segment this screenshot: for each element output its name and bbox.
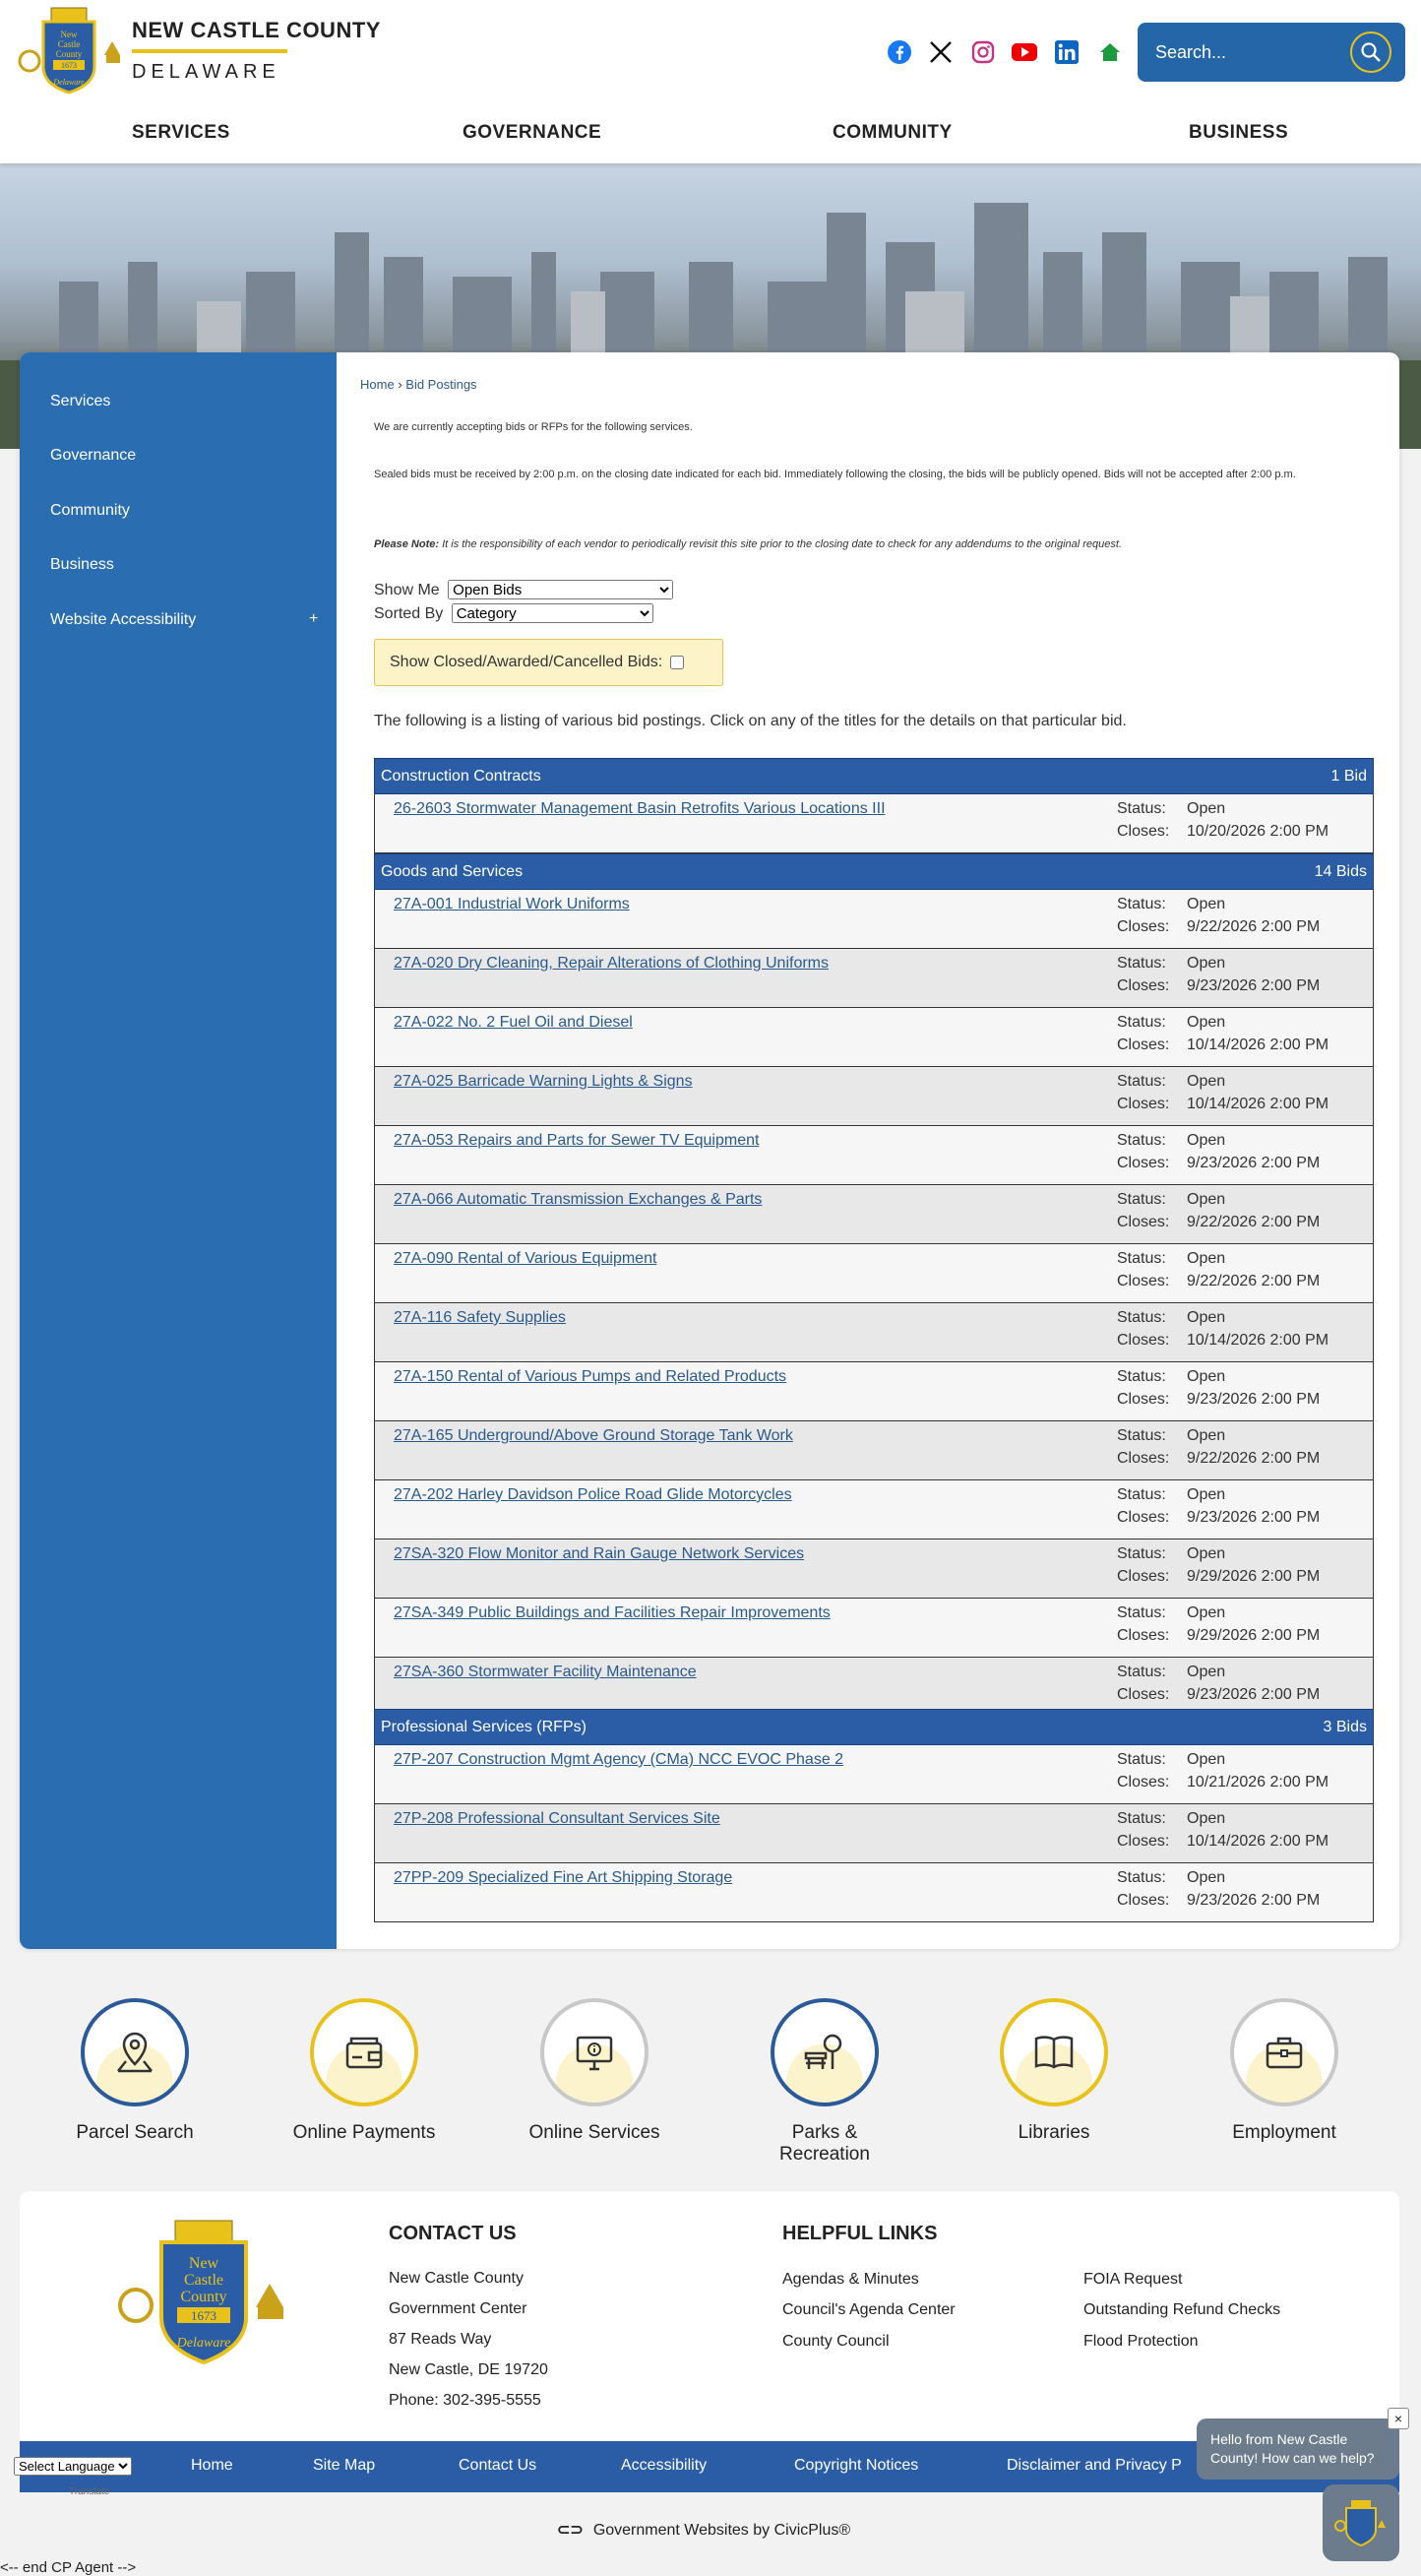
sidebar-item-website-accessibility[interactable]: Website Accessibility [50,611,197,628]
contact-heading: CONTACT US [389,2223,517,2244]
status-label: Status: [1117,1486,1166,1503]
svg-text:Castle: Castle [184,2272,223,2289]
youtube-icon[interactable] [1010,37,1039,67]
svg-text:New: New [188,2255,219,2272]
bid-title-link[interactable]: 26-2603 Stormwater Management Basin Retrofits Various Locations III [394,800,886,817]
footer-link-flood-protection[interactable]: Flood Protection [1083,2333,1199,2350]
bid-row [374,1804,1374,1863]
listing-intro: The following is a listing of various bid postings. Click on any of the titles for the details on that particular bid. [374,713,1127,729]
status-label: Status: [1117,896,1166,912]
wallet-icon [340,2028,389,2077]
search-button[interactable] [1350,31,1391,73]
closes-value: 9/23/2026 2:00 PM [1187,977,1321,994]
status-value: Open [1187,1309,1226,1326]
status-value: Open [1187,1869,1226,1886]
sorted-by-select[interactable] [452,603,653,623]
quick-link-label: Parcel Search [76,2122,194,2143]
status-value: Open [1187,1073,1226,1090]
footer-link-foia[interactable]: FOIA Request [1083,2271,1183,2288]
bid-title-link[interactable]: 27A-090 Rental of Various Equipment [394,1250,657,1267]
bid-row [374,1126,1374,1185]
status-label: Status: [1117,1191,1166,1208]
svg-text:New: New [60,30,78,39]
bid-row [374,1480,1374,1539]
status-label: Status: [1117,1751,1166,1768]
svg-text:County: County [55,49,83,59]
quick-link-label: Libraries [1018,2122,1090,2143]
closes-label: Closes: [1117,1686,1170,1703]
status-label: Status: [1117,1309,1166,1326]
phone-link[interactable]: 302-395-5555 [443,2392,541,2409]
breadcrumb-bid-postings[interactable]: Bid Postings [405,377,477,392]
nav-services[interactable]: SERVICES [132,122,230,143]
bid-title-link[interactable]: 27A-116 Safety Supplies [394,1309,566,1326]
quick-link-employment[interactable] [1205,1998,1363,2144]
government-websites-credit [557,2520,850,2540]
search-box [1138,23,1405,82]
closes-value: 10/20/2026 2:00 PM [1187,823,1329,840]
main-content-card [20,352,1399,1949]
status-label: Status: [1117,1427,1166,1444]
bid-title-link[interactable]: 27A-020 Dry Cleaning, Repair Alterations of Clothing Uniforms [394,955,829,972]
closes-value: 10/14/2026 2:00 PM [1187,1096,1329,1112]
note-body: It is the responsibility of each vendor to periodically revisit this site prior to the closing date to check for any addendums to the original request. [439,538,1123,550]
bid-row [374,1539,1374,1599]
show-me-label: Show Me [374,582,440,598]
park-bench-icon [800,2028,849,2077]
bid-title-link[interactable]: 27A-001 Industrial Work Uniforms [394,896,630,912]
quick-link-label: Parks & Recreation [779,2122,870,2165]
closes-value: 10/14/2026 2:00 PM [1187,1833,1329,1850]
footer-link-county-council[interactable]: County Council [782,2333,890,2350]
closes-value: 9/23/2026 2:00 PM [1187,1686,1321,1703]
instagram-icon[interactable] [968,37,998,67]
status-label: Status: [1117,1545,1166,1562]
sorted-by-label: Sorted By [374,605,444,622]
closes-label: Closes: [1117,1214,1170,1230]
quick-link-parcel-search[interactable] [56,1998,214,2144]
show-closed-label: Show Closed/Awarded/Cancelled Bids: [390,654,663,670]
footer-link-agendas[interactable]: Agendas & Minutes [782,2271,919,2288]
closes-value: 9/22/2026 2:00 PM [1187,1273,1321,1289]
status-value: Open [1187,800,1226,817]
closes-label: Closes: [1117,823,1170,840]
bid-row [374,794,1374,853]
status-value: Open [1187,1368,1226,1385]
sidebar-item-community[interactable]: Community [50,502,130,519]
status-value: Open [1187,1810,1226,1827]
bid-title-link[interactable]: 27A-025 Barricade Warning Lights & Signs [394,1073,693,1090]
closes-value: 9/23/2026 2:00 PM [1187,1155,1321,1171]
status-label: Status: [1117,955,1166,972]
translate-label: Translate [69,2486,110,2497]
closes-label: Closes: [1117,1037,1170,1053]
bid-row [374,890,1374,949]
bid-title-link[interactable]: 27A-150 Rental of Various Pumps and Related Products [394,1368,787,1385]
footer-link-council-agenda[interactable]: Council's Agenda Center [782,2301,956,2318]
closes-value: 9/29/2026 2:00 PM [1187,1568,1321,1585]
status-label: Status: [1117,1368,1166,1385]
intro-text-1: We are currently accepting bids or RFPs for the following services. [374,421,693,433]
status-label: Status: [1117,1869,1166,1886]
bottom-link-site-map[interactable]: Site Map [313,2457,376,2474]
bid-row [374,949,1374,1008]
briefcase-icon [1260,2028,1309,2077]
search-input[interactable] [1155,38,1342,66]
closes-label: Closes: [1117,1509,1170,1526]
bid-row [374,1745,1374,1804]
closes-value: 9/22/2026 2:00 PM [1187,918,1321,935]
bid-title-link[interactable]: 27P-208 Professional Consultant Services Site [394,1810,720,1827]
bid-title-link[interactable]: 27A-066 Automatic Transmission Exchanges & Parts [394,1191,763,1208]
status-label: Status: [1117,1132,1166,1149]
bid-title-link[interactable]: 27SA-349 Public Buildings and Facilities Repair Improvements [394,1604,831,1621]
linkedin-icon[interactable] [1052,37,1081,67]
closes-value: 9/23/2026 2:00 PM [1187,1509,1321,1526]
status-value: Open [1187,1427,1226,1444]
bid-title-link[interactable]: 27A-165 Underground/Above Ground Storage Tank Work [394,1427,793,1444]
quick-link-libraries[interactable] [975,1998,1133,2144]
status-value: Open [1187,1486,1226,1503]
phone-label: Phone: [389,2392,444,2409]
category-name: Goods and Services [381,862,524,880]
status-value: Open [1187,955,1226,972]
category-header-construction [374,758,1374,794]
bottom-link-disclaimer[interactable]: Disclaimer and Privacy P [1007,2457,1182,2474]
svg-text:Delaware: Delaware [53,78,85,87]
status-label: Status: [1117,1604,1166,1621]
sorted-by-row [374,603,653,623]
status-value: Open [1187,1664,1226,1680]
closes-label: Closes: [1117,1391,1170,1408]
category-header-professional-services [374,1709,1374,1745]
nav-community[interactable]: COMMUNITY [833,122,953,143]
intro-text-2: Sealed bids must be received by 2:00 p.m. on the closing date indicated for each bid. Immediately following the closing, the bids will be publicly opened. Bids will not be accepted after 2:00 p.m. [374,469,1296,480]
closes-value: 10/14/2026 2:00 PM [1187,1037,1329,1053]
note-text [374,533,1358,556]
status-value: Open [1187,1191,1226,1208]
status-label: Status: [1117,1250,1166,1267]
status-value: Open [1187,1604,1226,1621]
footer-link-refund-checks[interactable]: Outstanding Refund Checks [1083,2301,1281,2318]
bid-title-link[interactable]: 27A-022 No. 2 Fuel Oil and Diesel [394,1014,633,1031]
status-label: Status: [1117,1014,1166,1031]
category-count: 14 Bids [1314,862,1367,880]
sidebar [20,352,337,1949]
svg-text:County: County [180,2289,227,2305]
closes-label: Closes: [1117,1774,1170,1791]
bid-title-link[interactable]: 27A-053 Repairs and Parts for Sewer TV Equipment [394,1132,760,1149]
svg-text:1673: 1673 [61,61,77,70]
nextdoor-icon[interactable] [1095,37,1125,67]
logo-rule [132,49,287,53]
footer-card [20,2191,1399,2447]
closes-label: Closes: [1117,1096,1170,1112]
chat-greeting-bubble[interactable]: Hello from New Castle County! How can we help? [1197,2419,1399,2480]
bid-title-link[interactable]: 27SA-320 Flow Monitor and Rain Gauge Network Services [394,1545,805,1562]
chat-seal-avatar-icon [1334,2496,1388,2549]
note-label: Please Note: [374,538,440,550]
show-closed-box [374,639,723,686]
show-me-row [374,580,673,599]
content-area [337,352,1399,1949]
bid-row [374,1008,1374,1067]
category-header-goods-services [374,853,1374,890]
x-icon[interactable] [926,37,956,67]
quick-link-label: Online Services [528,2122,660,2143]
closes-label: Closes: [1117,1833,1170,1850]
breadcrumb-home[interactable]: Home [360,377,395,392]
closes-label: Closes: [1117,1332,1170,1349]
state-name[interactable]: DELAWARE [132,61,280,83]
status-label: Status: [1117,800,1166,817]
bid-row [374,1599,1374,1658]
svg-text:Delaware: Delaware [176,2336,231,2351]
closes-label: Closes: [1117,1568,1170,1585]
quick-link-label: Employment [1232,2122,1336,2143]
status-value: Open [1187,1132,1226,1149]
closes-label: Closes: [1117,977,1170,994]
bid-row [374,1863,1374,1922]
category-count: 1 Bid [1330,767,1367,785]
status-value: Open [1187,1014,1226,1031]
map-pin-icon [110,2028,159,2077]
book-icon [1029,2028,1079,2077]
closes-label: Closes: [1117,1155,1170,1171]
sidebar-item-services[interactable]: Services [50,393,111,409]
closes-value: 9/23/2026 2:00 PM [1187,1391,1321,1408]
closes-label: Closes: [1117,918,1170,935]
closes-label: Closes: [1117,1892,1170,1909]
civicplus-icon: ⊂⊃ [557,2522,584,2539]
status-label: Status: [1117,1810,1166,1827]
chat-agent-button[interactable] [1323,2484,1399,2561]
quick-link-parks-recreation[interactable] [746,1998,903,2166]
bid-row [374,1362,1374,1421]
bottom-link-home[interactable]: Home [191,2457,233,2474]
status-value: Open [1187,1545,1226,1562]
sidebar-item-business[interactable]: Business [50,556,114,573]
closes-label: Closes: [1117,1273,1170,1289]
bottom-link-contact-us[interactable]: Contact Us [459,2457,537,2474]
status-value: Open [1187,896,1226,912]
footer-county-seal-logo[interactable] [110,2217,297,2370]
bid-title-link[interactable]: 27P-207 Construction Mgmt Agency (CMa) NCC EVOC Phase 2 [394,1751,844,1768]
bid-title-link[interactable]: 27SA-360 Stormwater Facility Maintenance [394,1664,697,1680]
svg-text:1673: 1673 [191,2308,216,2323]
bottom-link-accessibility[interactable]: Accessibility [621,2457,708,2474]
bid-row [374,1244,1374,1303]
bid-title-link[interactable]: 27PP-209 Specialized Fine Art Shipping Storage [394,1869,733,1886]
contact-line: New Castle, DE 19720 [389,2361,548,2378]
end-comment-text: <-- end CP Agent --> [0,2559,137,2576]
bottom-link-copyright[interactable]: Copyright Notices [794,2457,919,2474]
computer-info-icon [570,2028,619,2077]
chat-close-button[interactable]: × [1388,2408,1409,2429]
category-name: Construction Contracts [381,767,541,785]
closes-value: 10/21/2026 2:00 PM [1187,1774,1329,1791]
nav-governance[interactable]: GOVERNANCE [463,122,602,143]
bid-row [374,1067,1374,1126]
show-me-select[interactable] [448,580,673,599]
sidebar-item-governance[interactable]: Governance [50,447,137,464]
nav-business[interactable]: BUSINESS [1189,122,1289,143]
quick-link-online-services[interactable] [516,1998,673,2144]
contact-phone-line [389,2385,548,2416]
show-closed-checkbox[interactable] [670,656,684,669]
search-icon [1360,41,1382,63]
svg-text:Castle: Castle [57,39,81,49]
contact-line: 87 Reads Way [389,2331,492,2348]
expand-plus-icon[interactable]: + [309,610,319,627]
category-name: Professional Services (RFPs) [381,1718,587,1735]
closes-value: 9/22/2026 2:00 PM [1187,1214,1321,1230]
closes-label: Closes: [1117,1627,1170,1644]
status-label: Status: [1117,1073,1166,1090]
helpful-links-heading: HELPFUL LINKS [782,2223,938,2244]
civicplus-link[interactable]: CivicPlus® [773,2522,851,2539]
bid-row [374,1303,1374,1362]
org-name[interactable]: NEW CASTLE COUNTY [132,18,381,42]
quick-link-label: Online Payments [292,2122,436,2143]
closes-value: 10/14/2026 2:00 PM [1187,1332,1329,1349]
status-value: Open [1187,1250,1226,1267]
quick-link-online-payments[interactable] [285,1998,443,2144]
facebook-icon[interactable] [885,37,914,67]
breadcrumb-separator: › [398,377,402,392]
gov-websites-text: Government Websites by [592,2522,774,2539]
county-seal-logo[interactable] [16,6,122,94]
bid-row [374,1421,1374,1480]
closes-label: Closes: [1117,1450,1170,1467]
closes-value: 9/22/2026 2:00 PM [1187,1450,1321,1467]
closes-value: 9/23/2026 2:00 PM [1187,1892,1321,1909]
bid-title-link[interactable]: 27A-202 Harley Davidson Police Road Glide Motorcycles [394,1486,792,1503]
closes-value: 9/29/2026 2:00 PM [1187,1627,1321,1644]
contact-line: Government Center [389,2300,527,2317]
contact-address [389,2263,548,2416]
status-value: Open [1187,1751,1226,1768]
bid-row [374,1185,1374,1244]
bid-row [374,1658,1374,1717]
contact-line: New Castle County [389,2270,524,2287]
status-label: Status: [1117,1664,1166,1680]
language-select[interactable] [14,2457,132,2476]
footer-bottom-bar [20,2441,1399,2492]
site-header [0,0,1421,163]
category-count: 3 Bids [1323,1718,1367,1735]
breadcrumb [360,377,477,392]
